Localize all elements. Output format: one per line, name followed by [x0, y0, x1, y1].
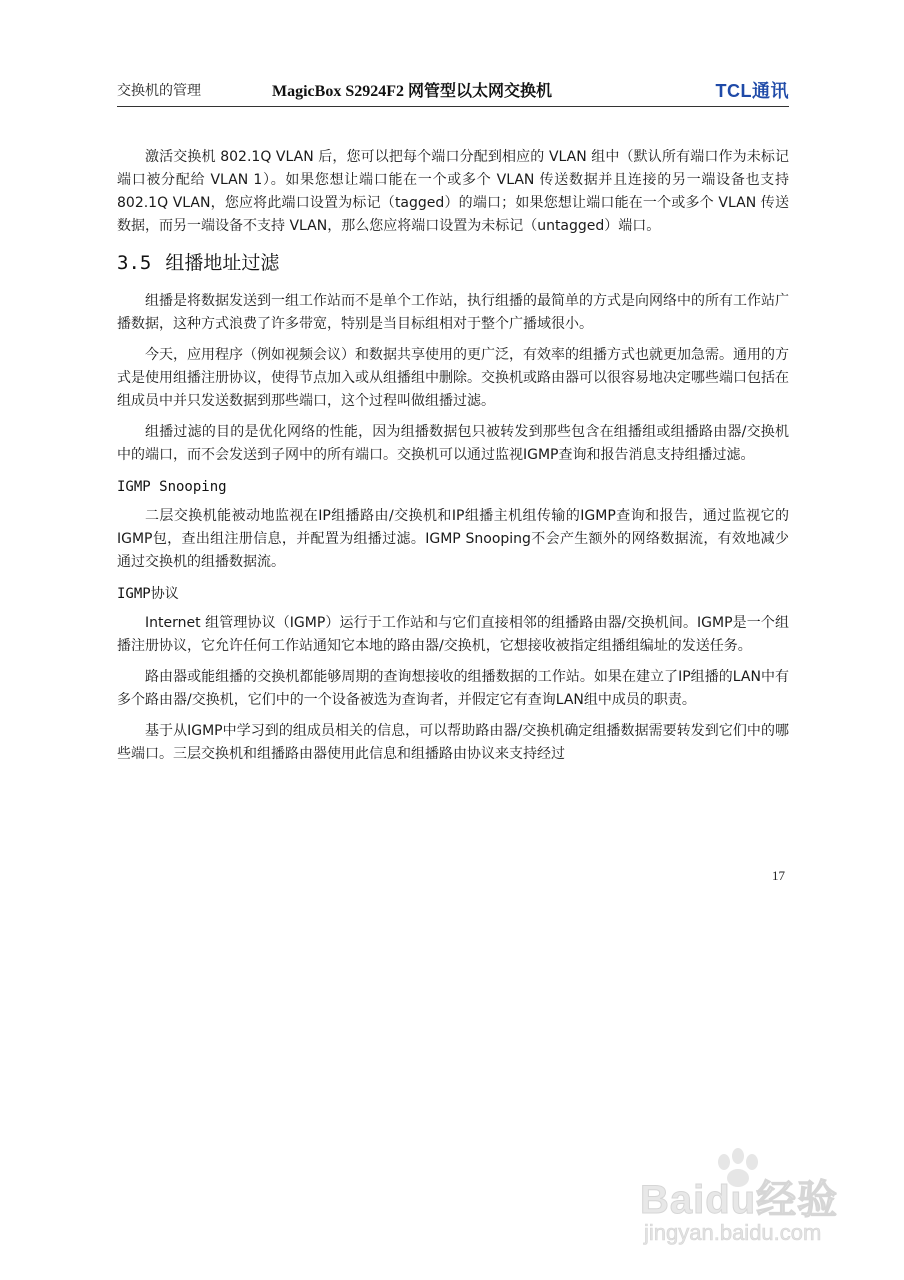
- watermark-brand: Baidu经验: [640, 1178, 839, 1222]
- igmp-protocol-paragraph-1: Internet 组管理协议（IGMP）运行于工作站和与它们直接相邻的组播路由器/交换机间。IGMP是一个组播注册协议，它允许任何工作站通知它本地的路由器/交换机，它想接收被指定组播组编址的发送任务。: [117, 615, 789, 654]
- page-number: 17: [772, 868, 785, 883]
- header-product-title: MagicBox S2924F2 网管型以太网交换机: [272, 83, 552, 100]
- header-chapter: 交换机的管理: [117, 83, 201, 99]
- section-paragraph-1: 组播是将数据发送到一组工作站而不是单个工作站，执行组播的最简单的方式是向网络中的所有工作站广播数据，这种方式浪费了许多带宽，特别是当目标组相对于整个广播域很小。: [117, 293, 789, 332]
- igmp-protocol-paragraph-2: 路由器或能组播的交换机都能够周期的查询想接收的组播数据的工作站。如果在建立了IP组播的LAN中有多个路由器/交换机，它们中的一个设备被选为查询者，并假定它有查询LAN组中成员的职责。: [117, 669, 789, 708]
- baidu-watermark: [640, 1148, 860, 1258]
- watermark-url: jingyan.baidu.com: [644, 1220, 822, 1245]
- section-title: 组播地址过滤: [165, 252, 280, 274]
- igmp-protocol-paragraph-3: 基于从IGMP中学习到的组成员相关的信息，可以帮助路由器/交换机确定组播数据需要转发到它们中的哪些端口。三层交换机和组播路由器使用此信息和组播路由协议来支持经过: [117, 723, 789, 762]
- page-body: [117, 146, 789, 774]
- section-number: 3.5: [117, 252, 152, 274]
- section-paragraph-3: 组播过滤的目的是优化网络的性能，因为组播数据包只被转发到那些包含在组播组或组播路由器/交换机中的端口，而不会发送到子网中的所有端口。交换机可以通过监视IGMP查询和报告消息支持组播过滤。: [117, 424, 789, 463]
- igmp-snooping-paragraph: 二层交换机能被动地监视在IP组播路由/交换机和IP组播主机组传输的IGMP查询和报告，通过监视它的IGMP包，查出组注册信息，并配置为组播过滤。IGMP Snooping不会产生额外的网络数据流，有效地减少通过交换机的组播数据流。: [117, 508, 789, 570]
- page-header: [117, 76, 789, 107]
- tcl-logo: TCL通讯: [715, 81, 789, 101]
- section-heading: [117, 250, 789, 276]
- igmp-snooping-heading: IGMP Snooping: [117, 479, 227, 495]
- igmp-protocol-heading: IGMP协议: [117, 586, 179, 602]
- intro-paragraph: 激活交换机 802.1Q VLAN 后，您可以把每个端口分配到相应的 VLAN 组中（默认所有端口作为未标记端口被分配给 VLAN 1）。如果您想让端口能在一个或多个 VLAN 传送数据并且连接的另一端设备也支持 802.1Q VLAN，您应将此端口设置为标记（tagged）的端口；如果您想让端口能在一个或多个 VLAN 传送数据，而另一端设备不支持 VLAN，那么您应将端口设置为未标记（untagged）端口。: [117, 149, 789, 234]
- section-paragraph-2: 今天，应用程序（例如视频会议）和数据共享使用的更广泛，有效率的组播方式也就更加急需。通用的方式是使用组播注册协议，使得节点加入或从组播组中删除。交换机或路由器可以很容易地决定哪些端口包括在组成员中并只发送数据到那些端口，这个过程叫做组播过滤。: [117, 347, 789, 409]
